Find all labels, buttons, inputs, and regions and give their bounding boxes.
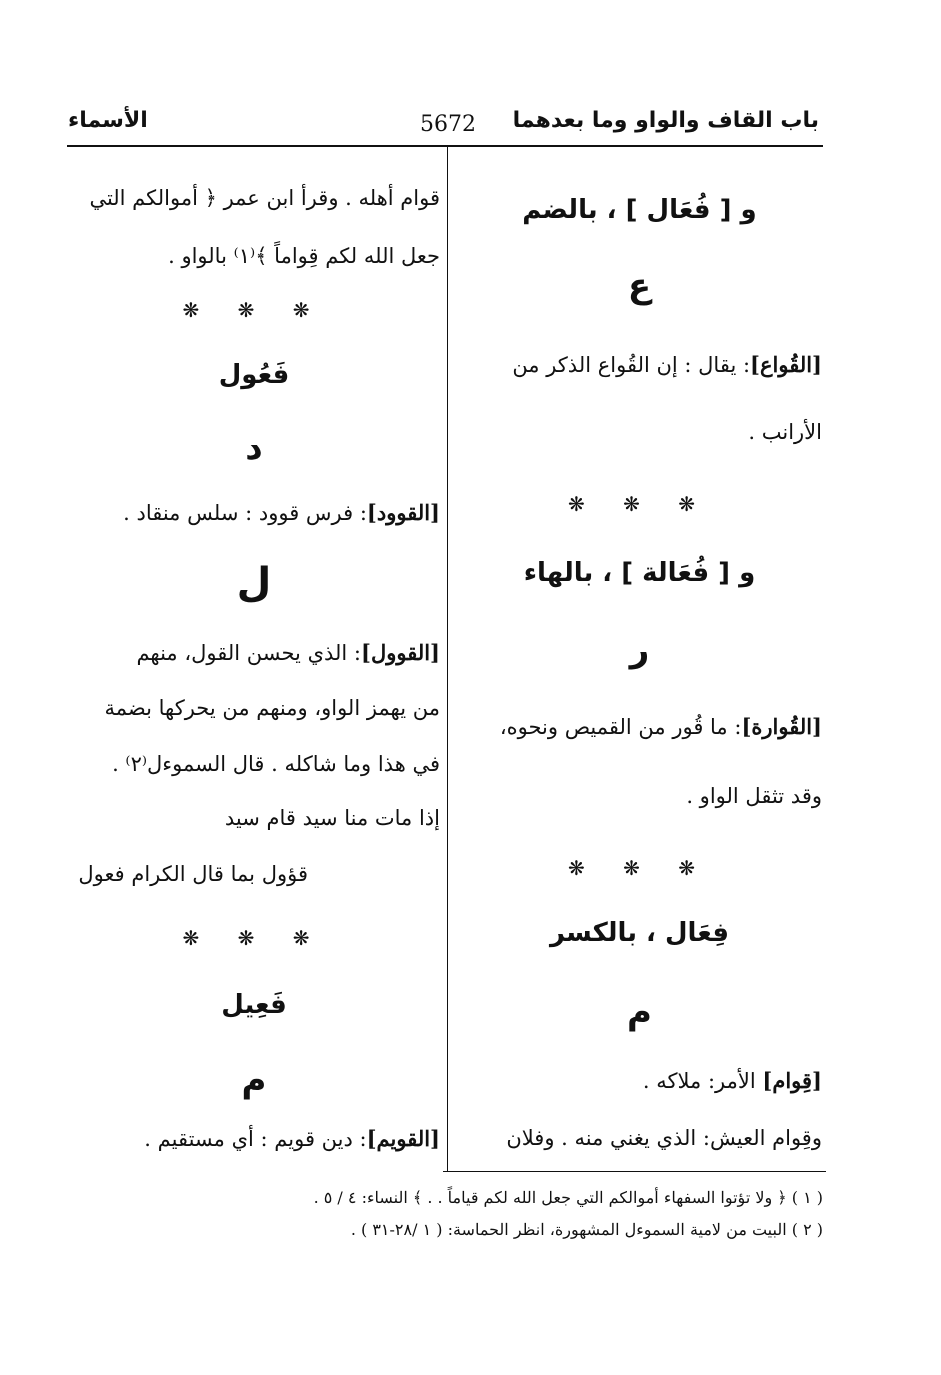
entry-qawul bbox=[68, 640, 440, 665]
separator-stars: ❋ ❋ ❋ bbox=[182, 926, 326, 950]
heading-faool: فَعُول bbox=[218, 360, 290, 390]
entry-qiwam-cont: وقِوام العيش: الذي يغني منه . وفلان bbox=[506, 1126, 822, 1150]
separator-stars: ❋ ❋ ❋ bbox=[568, 492, 711, 516]
letter-ain: ع bbox=[627, 266, 652, 306]
letter-ra: ر bbox=[629, 630, 650, 670]
entry-qawud bbox=[68, 500, 440, 525]
letter-lam: ل bbox=[236, 560, 272, 606]
lemma-quwara: [القُوارة] bbox=[741, 714, 822, 739]
page-number: 5672 bbox=[420, 112, 476, 137]
lemma-qawaa: [القُواع] bbox=[750, 352, 822, 377]
entry-quwara-text: : ما قُور من القميص ونحوه، bbox=[499, 715, 742, 739]
left-line-1: قوام أهله . وقرأ ابن عمر ﴿ أموالكم التي bbox=[89, 186, 440, 210]
footnote-2: ( ٢ ) البيت من لامية السموءل المشهورة، انظر الحماسة: ( ١ /٢٨-٣١ ) . bbox=[350, 1220, 823, 1239]
entry-qawul-line-3: في هذا وما شاكله . قال السموءل⁽٢⁾ . bbox=[112, 752, 440, 776]
lemma-qiwam: [قِوام] bbox=[762, 1068, 822, 1093]
separator-stars: ❋ ❋ ❋ bbox=[568, 856, 711, 880]
entry-qawaa bbox=[457, 352, 822, 377]
heading-fiaal: فِعَال ، بالكسر bbox=[549, 918, 730, 948]
footnote-rule bbox=[443, 1171, 826, 1172]
heading-fuaal: و [ فُعَال ] ، بالضم bbox=[522, 195, 757, 225]
letter-dal: د bbox=[245, 428, 263, 468]
entry-qawul-text: : الذي يحسن القول، منهم bbox=[136, 641, 362, 665]
letter-mim: م bbox=[241, 1060, 267, 1100]
entry-qawim-text: : دين قويم : أي مستقيم . bbox=[144, 1127, 367, 1151]
separator-stars: ❋ ❋ ❋ bbox=[182, 298, 326, 322]
left-line-2: جعل الله لكم قِواماً ﴾⁽١⁾ بالواو . bbox=[168, 244, 440, 268]
lemma-qawud: [القوود] bbox=[366, 500, 440, 525]
entry-qiwam-text: الأمر: ملاكه . bbox=[642, 1069, 763, 1093]
entry-qawaa-text: : يقال : إن القُواع الذكر من bbox=[512, 353, 751, 377]
lemma-qawul: [القوول] bbox=[361, 640, 440, 665]
entry-quwara bbox=[457, 714, 822, 739]
lemma-qawim: [القويم] bbox=[366, 1126, 440, 1151]
letter-mim: م bbox=[627, 992, 652, 1032]
verse-hemistich-1: إذا مات منا سيد قام سيد bbox=[224, 806, 440, 830]
header-rule bbox=[67, 145, 823, 147]
footnote-1: ( ١ ) ﴿ ولا تؤتوا السفهاء أموالكم التي جعل الله لكم قياماً . . ﴾ النساء: ٤ / ٥ . bbox=[313, 1188, 823, 1207]
section-title: الأسماء bbox=[68, 108, 148, 133]
entry-quwara-cont: وقد تثقل الواو . bbox=[686, 784, 822, 808]
entry-qawim bbox=[68, 1126, 440, 1151]
entry-qiwam bbox=[457, 1068, 822, 1093]
heading-faeel: فَعِيل bbox=[221, 990, 287, 1020]
column-divider bbox=[447, 146, 448, 1171]
chapter-title: باب القاف والواو وما بعدهما bbox=[512, 108, 819, 133]
entry-qawul-line-2: من يهمز الواو، ومنهم من يحركها بضمة bbox=[104, 696, 440, 720]
entry-qawud-text: : فرس قوود : سلس منقاد . bbox=[123, 501, 367, 525]
entry-qawaa-cont: الأرانب . bbox=[748, 420, 822, 444]
heading-fuaala: و [ فُعَالة ] ، بالهاء bbox=[523, 558, 756, 588]
verse-hemistich-2: قؤول بما قال الكرام فعول bbox=[78, 862, 308, 886]
